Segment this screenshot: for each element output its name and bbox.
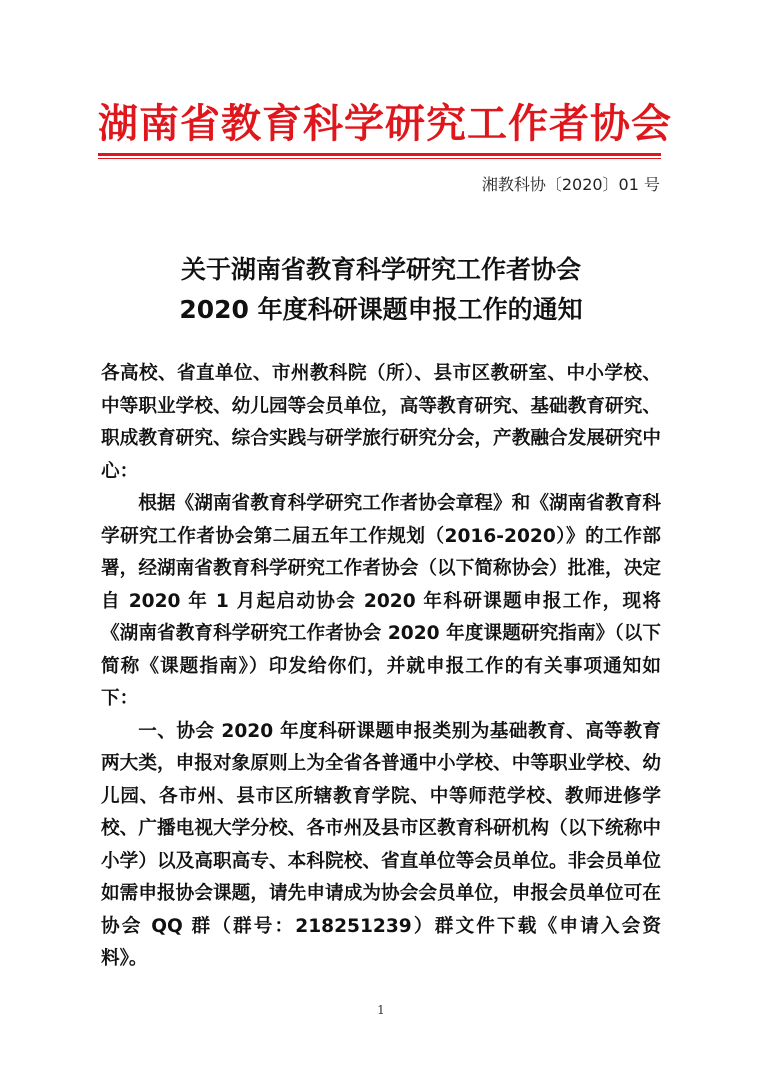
paragraph-2: 一、协会 2020 年度科研课题申报类别为基础教育、高等教育两大类，申报对象原则上为全省各普通中小学校、中等职业学校、幼儿园、各市州、县市区所辖教育学院、中等师范学校、教师进修学校、广播电视大学分校、各市州及县市区教育科研机构（以下统称中小学）以及高职高专、本科院校、省直单位等会员单位。非会员单位如需申报协会课题，请先申请成为协会会员单位，申报会员单位可在协会 QQ 群（群号：218251239）群文件下载《申请入会资料》。 [101, 720, 661, 969]
notice-title [98, 250, 664, 330]
page-number: 1 [377, 1003, 385, 1017]
organization-header: 湖南省教育科学研究工作者协会 [98, 101, 672, 147]
notice-body [101, 358, 661, 976]
header-red-rule-thin [98, 158, 661, 159]
notice-title-line2: 2020 年度科研课题申报工作的通知 [179, 295, 583, 324]
header-red-rule-thick [98, 153, 661, 156]
document-number: 湘教科协〔2020〕01 号 [481, 175, 660, 194]
paragraph-1: 根据《湖南省教育科学研究工作者协会章程》和《湖南省教育科学研究工作者协会第二届五年工作规划（2016-2020）》的工作部署，经湖南省教育科学研究工作者协会（以下简称协会）批准，决定自 2020 年 1 月起启动协会 2020 年科研课题申报工作，现将《湖南省教育科学研究工作者协会 2020 年度课题研究指南》（以下简称《课题指南》）印发给你们，并就申报工作的有关事项通知如下： [101, 493, 661, 709]
addressees: 各高校、省直单位、市州教科院（所）、县市区教研室、中小学校、中等职业学校、幼儿园等会员单位，高等教育研究、基础教育研究、职成教育研究、综合实践与研学旅行研究分会，产教融合发展研究中心： [101, 363, 661, 482]
notice-title-line1: 关于湖南省教育科学研究工作者协会 [180, 255, 581, 284]
